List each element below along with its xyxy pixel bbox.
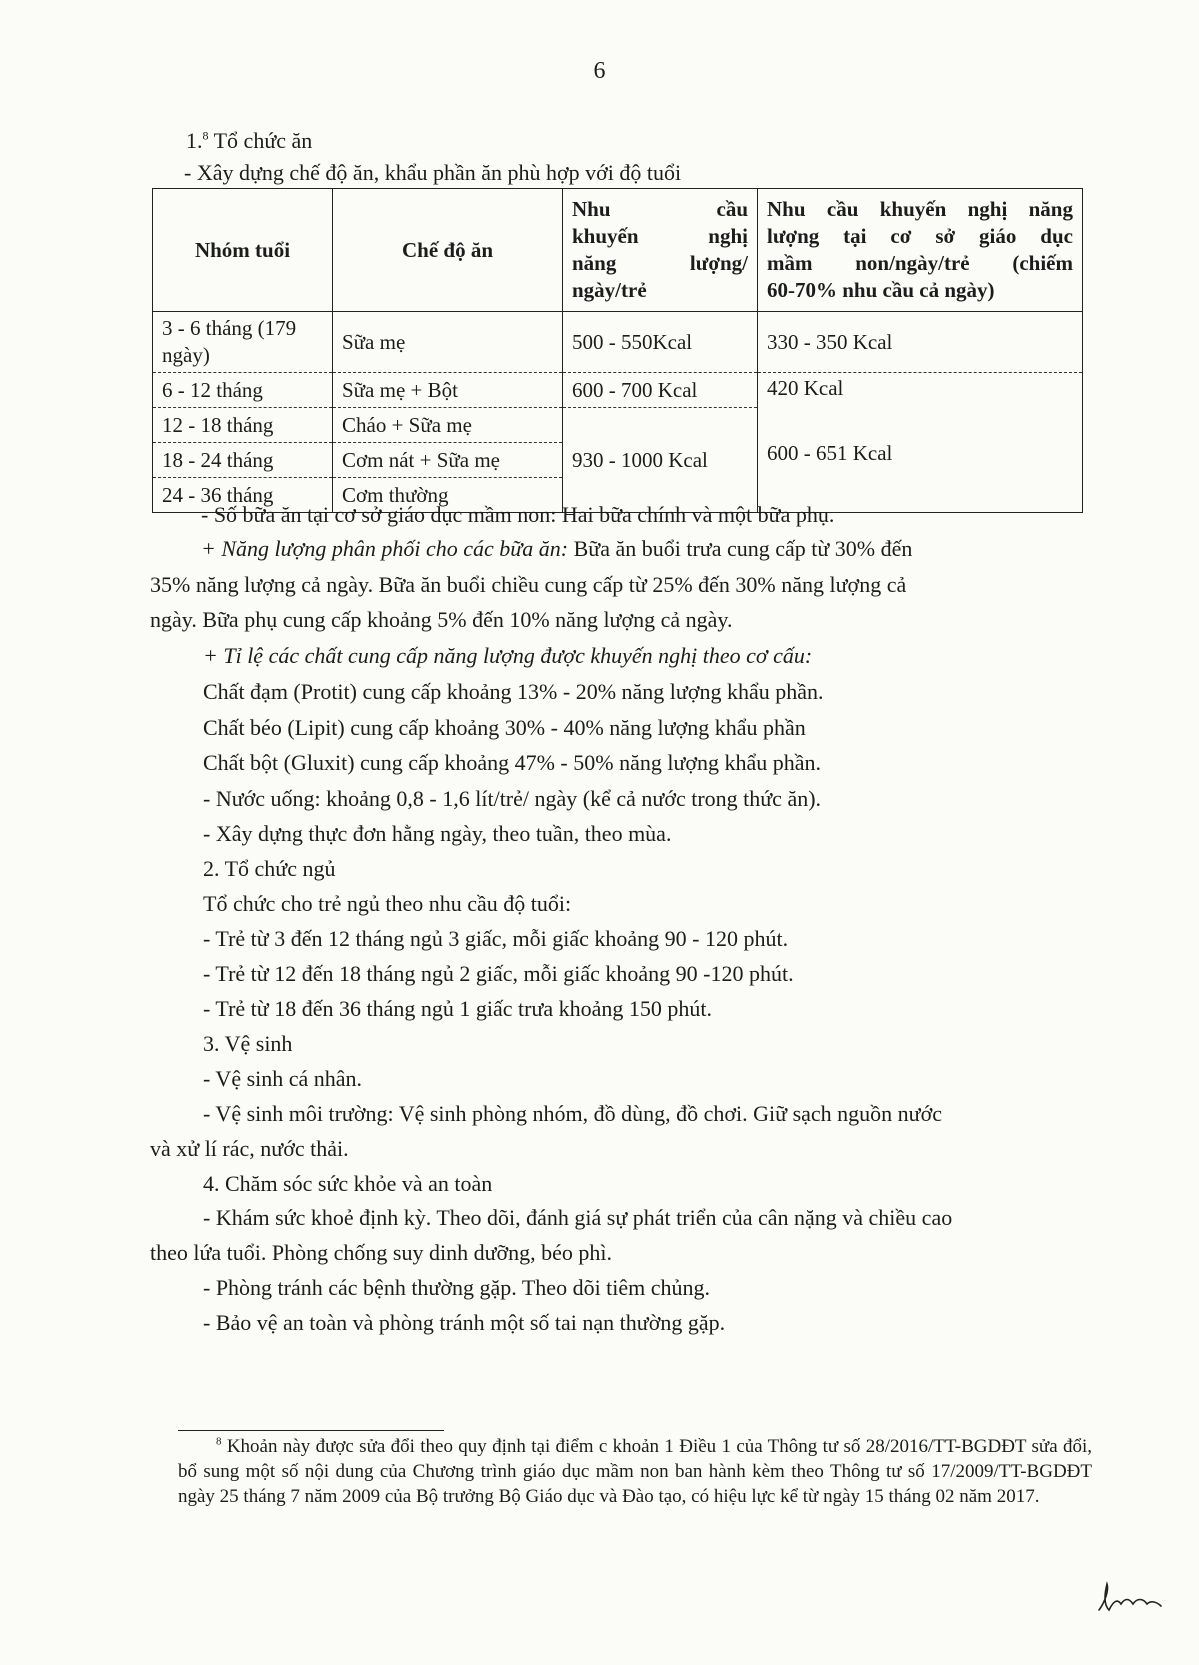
header-daily-energy: Nhu cầu khuyến nghị năng lượng/ ngày/trẻ (563, 189, 758, 312)
hygiene-line-2: - Vệ sinh môi trường: Vệ sinh phòng nhóm, đồ dùng, đồ chơi. Giữ sạch nguồn nước (203, 1101, 942, 1126)
footnote (178, 1434, 1092, 1509)
energy-distribution-line (201, 534, 912, 564)
diet-cell: Cháo + Sữa mẹ (333, 408, 563, 443)
table-header-row (153, 189, 1083, 312)
footnote-ref: 8 (202, 128, 209, 143)
health-line-1b: theo lứa tuổi. Phòng chống suy dinh dưỡng, béo phì. (150, 1240, 613, 1265)
energy-distribution-label: + Năng lượng phân phối cho các bữa ăn: (201, 536, 569, 561)
footnote-divider (178, 1430, 444, 1431)
meals-line: - Số bữa ăn tại cơ sở giáo dục mầm non: Hai bữa chính và một bữa phụ. (201, 502, 835, 527)
protein-line: Chất đạm (Protit) cung cấp khoảng 13% - 20% năng lượng khẩu phần. (203, 679, 824, 704)
health-line-3: - Bảo vệ an toàn và phòng tránh một số tai nạn thường gặp. (203, 1310, 726, 1335)
hygiene-line-1: - Vệ sinh cá nhân. (203, 1066, 363, 1091)
header-diet: Chế độ ăn (333, 189, 563, 312)
diet-cell: Sữa mẹ + Bột (333, 373, 563, 408)
section-1-number: 1. (186, 128, 203, 153)
health-line-1: - Khám sức khoẻ định kỳ. Theo dõi, đánh giá sự phát triển của cân nặng và chiều cao (203, 1205, 953, 1230)
diet-table (152, 188, 1083, 513)
hygiene-line-2b: và xử lí rác, nước thải. (150, 1136, 349, 1161)
table-row (153, 312, 1083, 373)
header-school-energy: Nhu cầu khuyến nghị năng lượng tại cơ sở giáo dục mầm non/ngày/trẻ (chiếm 60-70% nhu cầu cả ngày) (758, 189, 1083, 312)
school-energy-cell: 420 Kcal 600 - 651 Kcal (758, 373, 1083, 513)
health-line-2: - Phòng tránh các bệnh thường gặp. Theo dõi tiêm chủng. (203, 1275, 711, 1300)
diet-cell: Sữa mẹ (333, 312, 563, 373)
hygiene-title: 3. Vệ sinh (203, 1031, 293, 1056)
sleep-intro: Tổ chức cho trẻ ngủ theo nhu cầu độ tuổi: (203, 891, 572, 916)
sleep-line-2: - Trẻ từ 12 đến 18 tháng ngủ 2 giấc, mỗi giấc khoảng 90 -120 phút. (203, 961, 794, 986)
sleep-line-1: - Trẻ từ 3 đến 12 tháng ngủ 3 giấc, mỗi giấc khoảng 90 - 120 phút. (203, 926, 789, 951)
table-row (153, 373, 1083, 408)
sleep-line-3: - Trẻ từ 18 đến 36 tháng ngủ 1 giấc trưa khoảng 150 phút. (203, 996, 713, 1021)
age-group-cell: 3 - 6 tháng (179 ngày) (153, 312, 333, 373)
ratio-label: + Tỉ lệ các chất cung cấp năng lượng được khuyến nghị theo cơ cấu: (203, 643, 813, 668)
diet-cell: Cơm nát + Sữa mẹ (333, 443, 563, 478)
diet-cell: Cơm thường (333, 478, 563, 513)
section-1-heading (186, 126, 312, 156)
age-group-cell: 12 - 18 tháng (153, 408, 333, 443)
header-age-group: Nhóm tuổi (153, 189, 333, 312)
water-line: - Nước uống: khoảng 0,8 - 1,6 lít/trẻ/ ngày (kể cả nước trong thức ăn). (203, 786, 822, 811)
daily-energy-cell: 500 - 550Kcal (563, 312, 758, 373)
age-group-cell: 18 - 24 tháng (153, 443, 333, 478)
page-number: 6 (593, 58, 606, 84)
sleep-title: 2. Tổ chức ngủ (203, 856, 336, 881)
daily-energy-cell: 930 - 1000 Kcal (563, 408, 758, 513)
age-group-cell: 24 - 36 tháng (153, 478, 333, 513)
energy-distribution-line-2: 35% năng lượng cả ngày. Bữa ăn buổi chiều cung cấp từ 25% đến 30% năng lượng cả (150, 572, 907, 597)
school-energy-value: 600 - 651 Kcal (767, 441, 893, 465)
footnote-text: Khoản này được sửa đổi theo quy định tại điểm c khoản 1 Điều 1 của Thông tư số 28/2016/TT-BGDĐT sửa đổi, bổ sung một số nội dung của Chương trình giáo dục mầm non ban hành kèm theo Thông tư số 17/2009/TT-BGDĐT ngày 25 tháng 7 năm 2009 của Bộ trưởng Bộ Giáo dục và Đào tạo, có hiệu lực kể từ ngày 15 tháng 02 năm 2017. (178, 1436, 1092, 1507)
section-1-title: Tổ chức ăn (213, 128, 313, 153)
daily-energy-cell: 600 - 700 Kcal (563, 373, 758, 408)
school-energy-cell: 330 - 350 Kcal (758, 312, 1083, 373)
health-title: 4. Chăm sóc sức khỏe và an toàn (203, 1171, 493, 1196)
glucid-line: Chất bột (Gluxit) cung cấp khoảng 47% - 50% năng lượng khẩu phần. (203, 750, 822, 775)
energy-distribution-line-3: ngày. Bữa phụ cung cấp khoảng 5% đến 10% năng lượng cả ngày. (150, 607, 733, 632)
menu-line: - Xây dựng thực đơn hằng ngày, theo tuần, theo mùa. (203, 821, 672, 846)
section-1-bullet: - Xây dựng chế độ ăn, khẩu phần ăn phù hợp với độ tuổi (184, 160, 682, 185)
lipid-line: Chất béo (Lipit) cung cấp khoảng 30% - 40% năng lượng khẩu phần (203, 715, 806, 740)
age-group-cell: 6 - 12 tháng (153, 373, 333, 408)
energy-distribution-text: Bữa ăn buổi trưa cung cấp từ 30% đến (568, 536, 913, 561)
initials-signature (1095, 1580, 1165, 1616)
footnote-mark: 8 (216, 1435, 222, 1448)
